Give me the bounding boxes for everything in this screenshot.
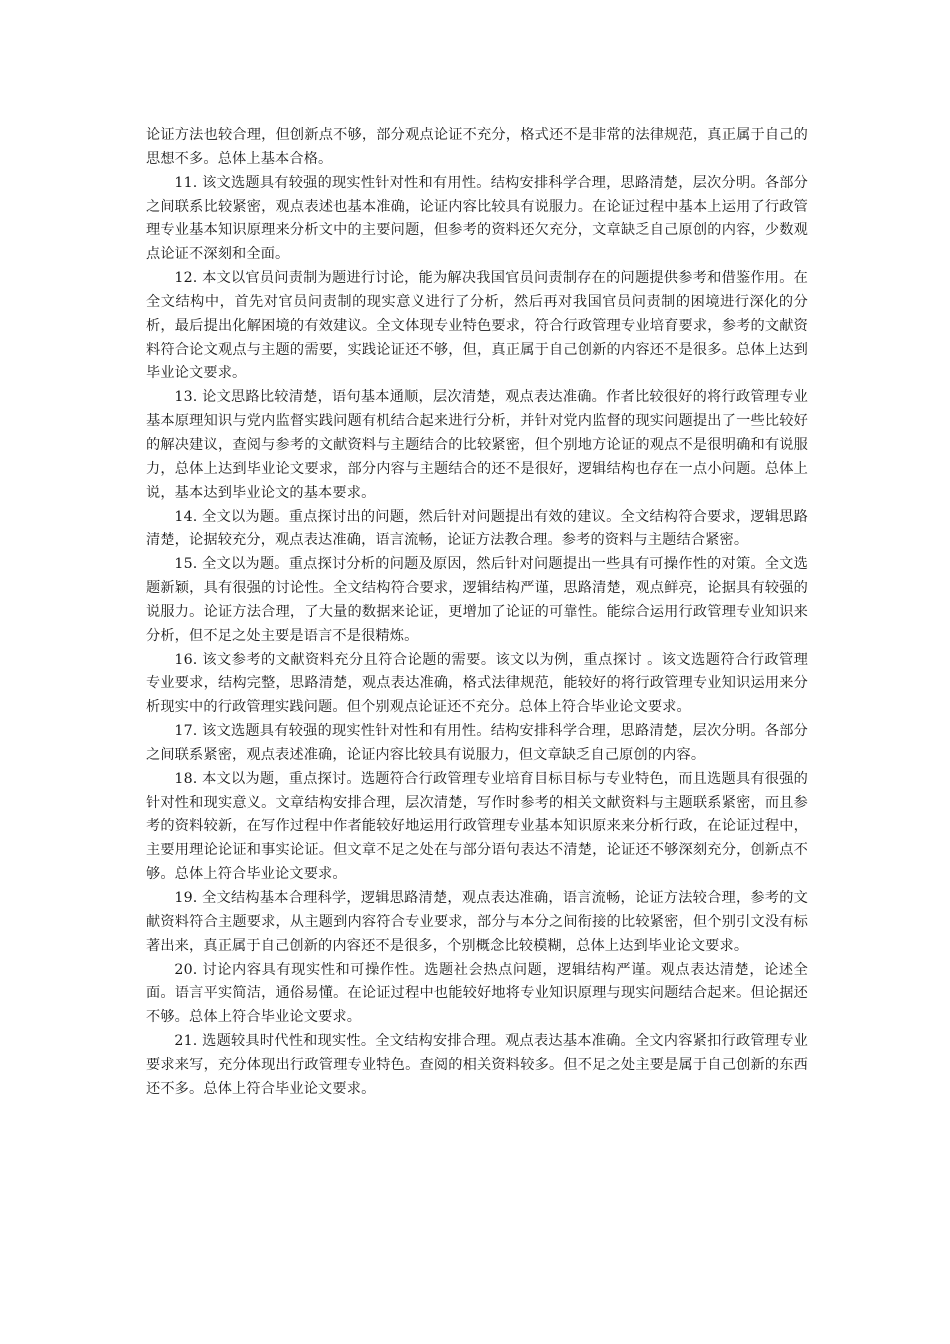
paragraph-item-19: 19. 全文结构基本合理科学，逻辑思路清楚，观点表达准确，语言流畅，论证方法较合理，参考的文献资料符合主题要求，从主题到内容符合专业要求，部分与本分之间衔接的比较紧密，但个别引文没有标著出来，真正属于自己创新的内容还不是很多，个别概念比较模糊，总体上达到毕业论文要求。 xyxy=(146,890,808,954)
paragraph-item-18: 18. 本文以为题，重点探讨。选题符合行政管理专业培育目标目标与专业特色，而且选题具有很强的针对性和现实意义。文章结构安排合理，层次清楚，写作时参考的相关文献资料与主题联系紧密，而且参考的资料较新，在写作过程中作者能较好地运用行政管理专业基本知识原来来分析行政，在论证过程中，主要用理论论证和事实论证。但文章不足之处在与部分语句表达不清楚，论证还不够深刻充分，创新点不够。总体上符合毕业论文要求。 xyxy=(146,770,808,883)
paragraph-continuation: 论证方法也较合理，但创新点不够，部分观点论证不充分，格式还不是非常的法律规范，真正属于自己的思想不多。总体上基本合格。 xyxy=(146,127,808,167)
paragraph-item-11: 11. 该文选题具有较强的现实性针对性和有用性。结构安排科学合理，思路清楚，层次分明。各部分之间联系比较紧密，观点表述也基本准确，论证内容比较具有说服力。在论证过程中基本上运用了行政管理专业基本知识原理来分析文中的主要问题，但参考的资料还欠充分，文章缺乏自己原创的内容，少数观点论证不深刻和全面。 xyxy=(146,174,808,263)
paragraph-item-15: 15. 全文以为题。重点探讨分析的问题及原因，然后针对问题提出一些具有可操作性的对策。全文选题新颖，具有很强的讨论性。全文结构符合要求，逻辑结构严谨，思路清楚，观点鲜亮，论据具有较强的说服力。论证方法合理，了大量的数据来论证，更增加了论证的可靠性。能综合运用行政管理专业知识来分析，但不足之处主要是语言不是很精炼。 xyxy=(146,556,808,644)
paragraph-item-14: 14. 全文以为题。重点探讨出的问题，然后针对问题提出有效的建议。全文结构符合要求，逻辑思路清楚，论据较充分，观点表达准确，语言流畅，论证方法教合理。参考的资料与主题结合紧密。 xyxy=(146,508,808,549)
paragraph-item-21: 21. 选题较具时代性和现实性。全文结构安排合理。观点表达基本准确。全文内容紧扣行政管理专业要求来写，充分体现出行政管理专业特色。查阅的相关资料较多。但不足之处主要是属于自己创新的东西还不多。总体上符合毕业论文要求。 xyxy=(146,1033,808,1097)
paragraph-item-20: 20. 讨论内容具有现实性和可操作性。选题社会热点问题，逻辑结构严谨。观点表达清楚，论述全面。语言平实简洁，通俗易懂。在论证过程中也能较好地将专业知识原理与现实问题结合起来。但论据还不够。总体上符合毕业论文要求。 xyxy=(146,961,808,1026)
document-body xyxy=(146,124,808,1102)
paragraph-item-13: 13. 论文思路比较清楚，语句基本通顺，层次清楚，观点表达准确。作者比较很好的将行政管理专业基本原理知识与党内监督实践问题有机结合起来进行分析，并针对党内监督的现实问题提出了一些比较好的解决建议，查阅与参考的文献资料与主题结合的比较紧密，但个别地方论证的观点不是很明确和有说服力，总体上达到毕业论文要求，部分内容与主题结合的还不是很好，逻辑结构也存在一点小问题。总体上说，基本达到毕业论文的基本要求。 xyxy=(146,389,808,501)
paragraph-item-12: 12. 本文以官员问责制为题进行讨论，能为解决我国官员问责制存在的问题提供参考和借鉴作用。在全文结构中，首先对官员问责制的现实意义进行了分析，然后再对我国官员问责制的困境进行深化的分析，最后提出化解困境的有效建议。全文体现专业特色要求，符合行政管理专业培育要求，参考的文献资料符合论文观点与主题的需要，实践论证还不够，但，真正属于自己创新的内容还不是很多。总体上达到毕业论文要求。 xyxy=(146,270,808,382)
paragraph-item-17: 17. 该文选题具有较强的现实性针对性和有用性。结构安排科学合理，思路清楚，层次分明。各部分之间联系紧密，观点表述准确，论证内容比较具有说服力，但文章缺乏自己原创的内容。 xyxy=(146,723,808,763)
paragraph-item-16: 16. 该文参考的文献资料充分且符合论题的需要。该文以为例，重点探讨 。该文选题符合行政管理专业要求，结构完整，思路清楚，观点表达准确，格式法律规范，能较好的将行政管理专业知识运用来分析现实中的行政管理实践问题。但个别观点论证还不充分。总体上符合毕业论文要求。 xyxy=(146,651,808,716)
